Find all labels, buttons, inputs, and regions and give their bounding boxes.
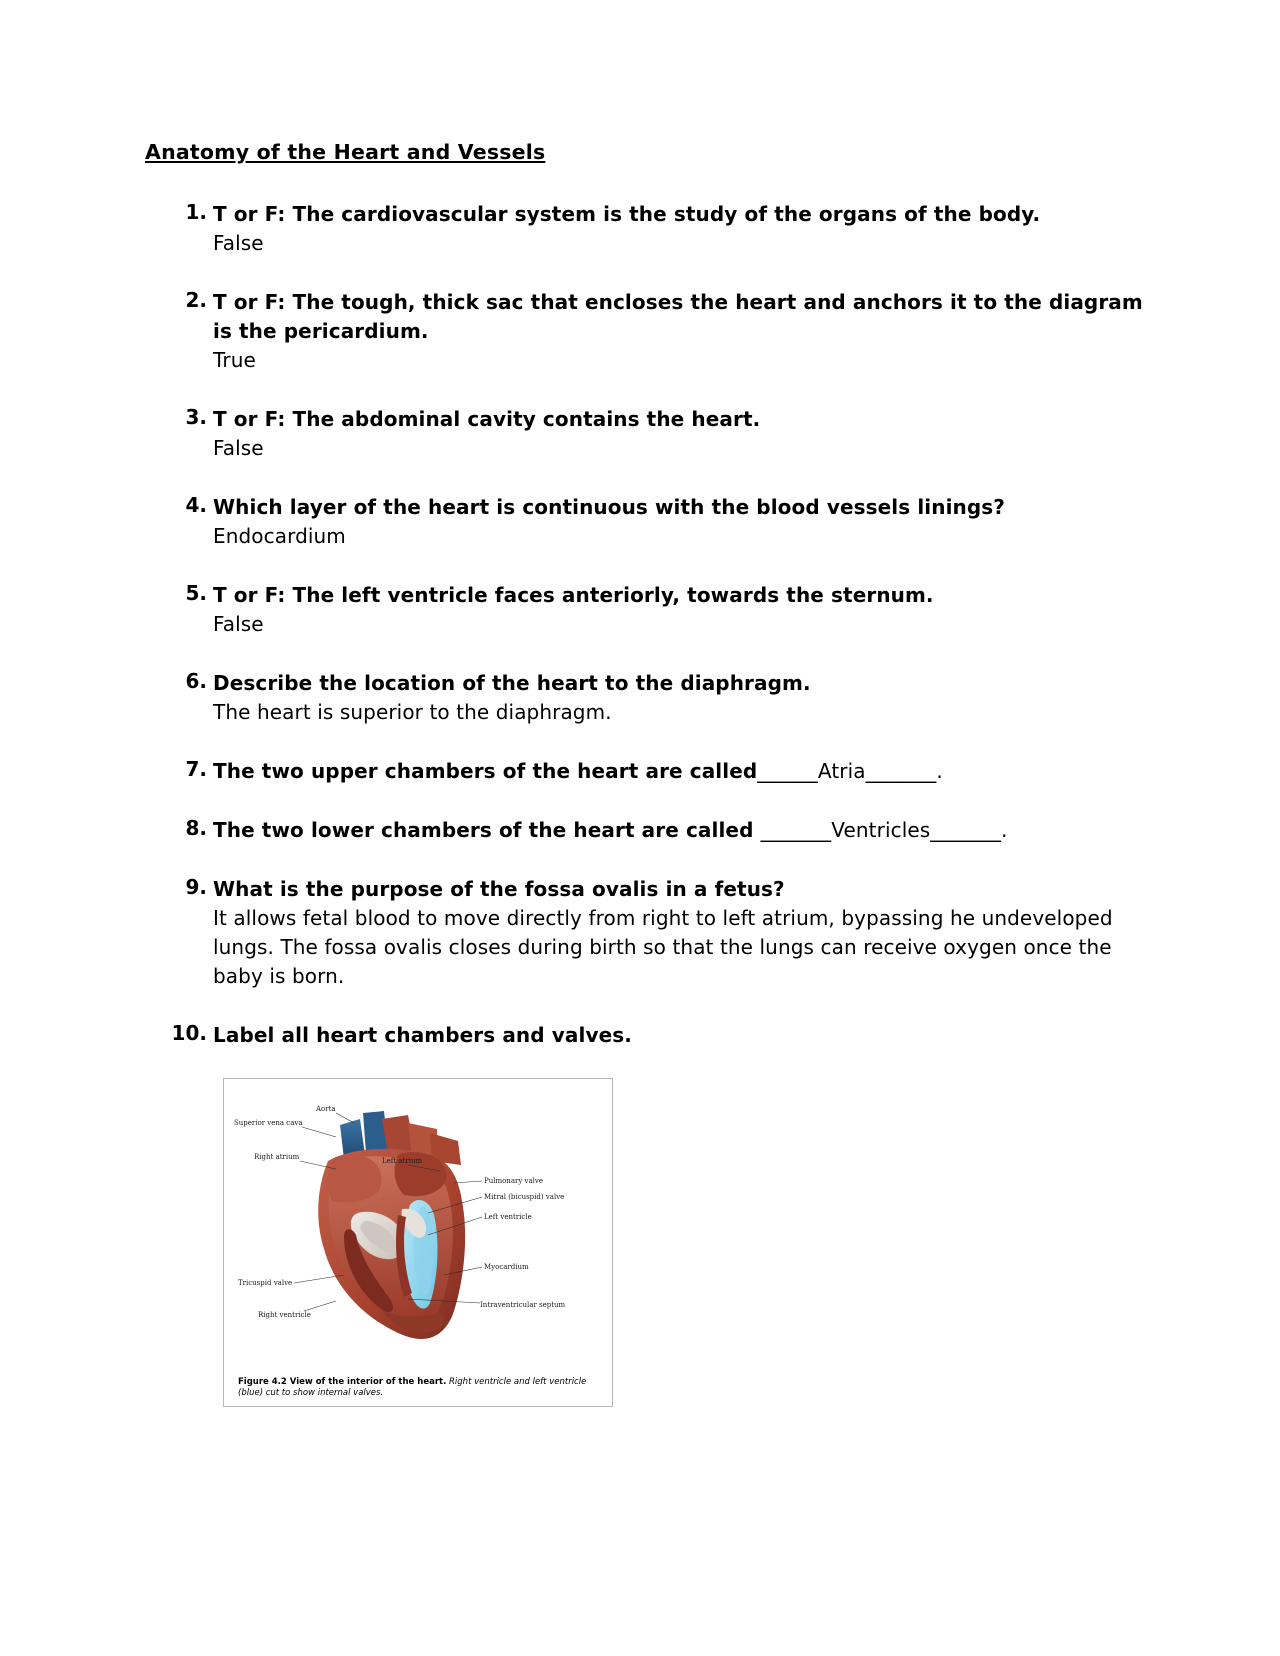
- question-item-1: [145, 200, 1160, 258]
- question-item-10: [145, 1021, 1160, 1407]
- blank-before: _______: [760, 818, 832, 842]
- blank-after: _______: [930, 818, 1001, 842]
- label-right-atrium: Right atrium: [254, 1153, 300, 1161]
- answer-text: It allows fetal blood to move directly from right to left atrium, bypassing he undeveloped lungs. The fossa ovalis closes during birth so that the lungs can receive oxygen once the baby is born.: [213, 906, 1113, 988]
- answer-text: Endocardium: [213, 524, 346, 548]
- label-superior-vena-cava: Superior vena cava: [234, 1119, 303, 1127]
- question-list: [145, 200, 1160, 1407]
- question-text: T or F: The tough, thick sac that encloses the heart and anchors it to the diagram is the pericardium.: [213, 290, 1143, 343]
- heart-anatomy-illustration: [232, 1089, 606, 1371]
- question-item-9: [145, 875, 1160, 991]
- label-tricuspid-valve: Tricuspid valve: [238, 1279, 293, 1287]
- heart-diagram-image: [232, 1089, 606, 1371]
- label-aorta: Aorta: [316, 1105, 336, 1113]
- question-item-4: [145, 493, 1160, 551]
- question-item-6: [145, 669, 1160, 727]
- question-text: Which layer of the heart is continuous with the blood vessels linings?: [213, 495, 1005, 519]
- heart-figure: [223, 1078, 613, 1407]
- answer-text: True: [213, 348, 256, 372]
- question-prefix: The two upper chambers of the heart are called: [213, 759, 758, 783]
- page-title: Anatomy of the Heart and Vessels: [145, 140, 546, 164]
- question-item-5: [145, 581, 1160, 639]
- fill-answer: Atria: [817, 759, 866, 783]
- figure-caption: [232, 1377, 604, 1398]
- label-pulmonary-valve: Pulmonary valve: [484, 1177, 543, 1185]
- question-text: [213, 816, 1160, 845]
- label-interventricular-septum: Intraventricular septum: [480, 1301, 566, 1309]
- question-text: What is the purpose of the fossa ovalis in a fetus?: [213, 877, 785, 901]
- figure-caption-bold: Figure 4.2 View of the interior of the heart.: [238, 1377, 447, 1387]
- label-myocardium: Myocardium: [484, 1263, 529, 1271]
- right-atrium-shape: [328, 1155, 382, 1203]
- blank-before: ______: [757, 759, 818, 783]
- question-prefix: The two lower chambers of the heart are called: [213, 818, 761, 842]
- question-text: T or F: The left ventricle faces anteriorly, towards the sternum.: [213, 583, 934, 607]
- question-item-7: [145, 757, 1160, 786]
- answer-text: False: [213, 436, 264, 460]
- label-left-atrium: Left atrium: [382, 1157, 423, 1165]
- question-text: T or F: The cardiovascular system is the study of the organs of the body.: [213, 202, 1041, 226]
- label-right-ventricle: Right ventricle: [258, 1311, 311, 1319]
- question-text: T or F: The abdominal cavity contains the heart.: [213, 407, 761, 431]
- question-text: Label all heart chambers and valves.: [213, 1023, 632, 1047]
- answer-text: The heart is superior to the diaphragm.: [213, 700, 612, 724]
- question-item-2: [145, 288, 1160, 375]
- question-text: Describe the location of the heart to the diaphragm.: [213, 671, 811, 695]
- label-mitral-valve: Mitral (bicuspid) valve: [484, 1193, 565, 1201]
- question-suffix: .: [936, 759, 943, 783]
- answer-text: False: [213, 231, 264, 255]
- blank-after: _______: [865, 759, 937, 783]
- answer-text: False: [213, 612, 264, 636]
- figure-caption-italic: Right ventricle and left ventricle (blue) cut to show internal valves.: [238, 1377, 587, 1398]
- label-left-ventricle: Left ventricle: [484, 1213, 532, 1221]
- question-suffix: .: [1000, 818, 1008, 842]
- question-item-3: [145, 405, 1160, 463]
- question-text: [213, 757, 1160, 786]
- fill-answer: Ventricles: [831, 818, 931, 842]
- question-item-8: [145, 816, 1160, 845]
